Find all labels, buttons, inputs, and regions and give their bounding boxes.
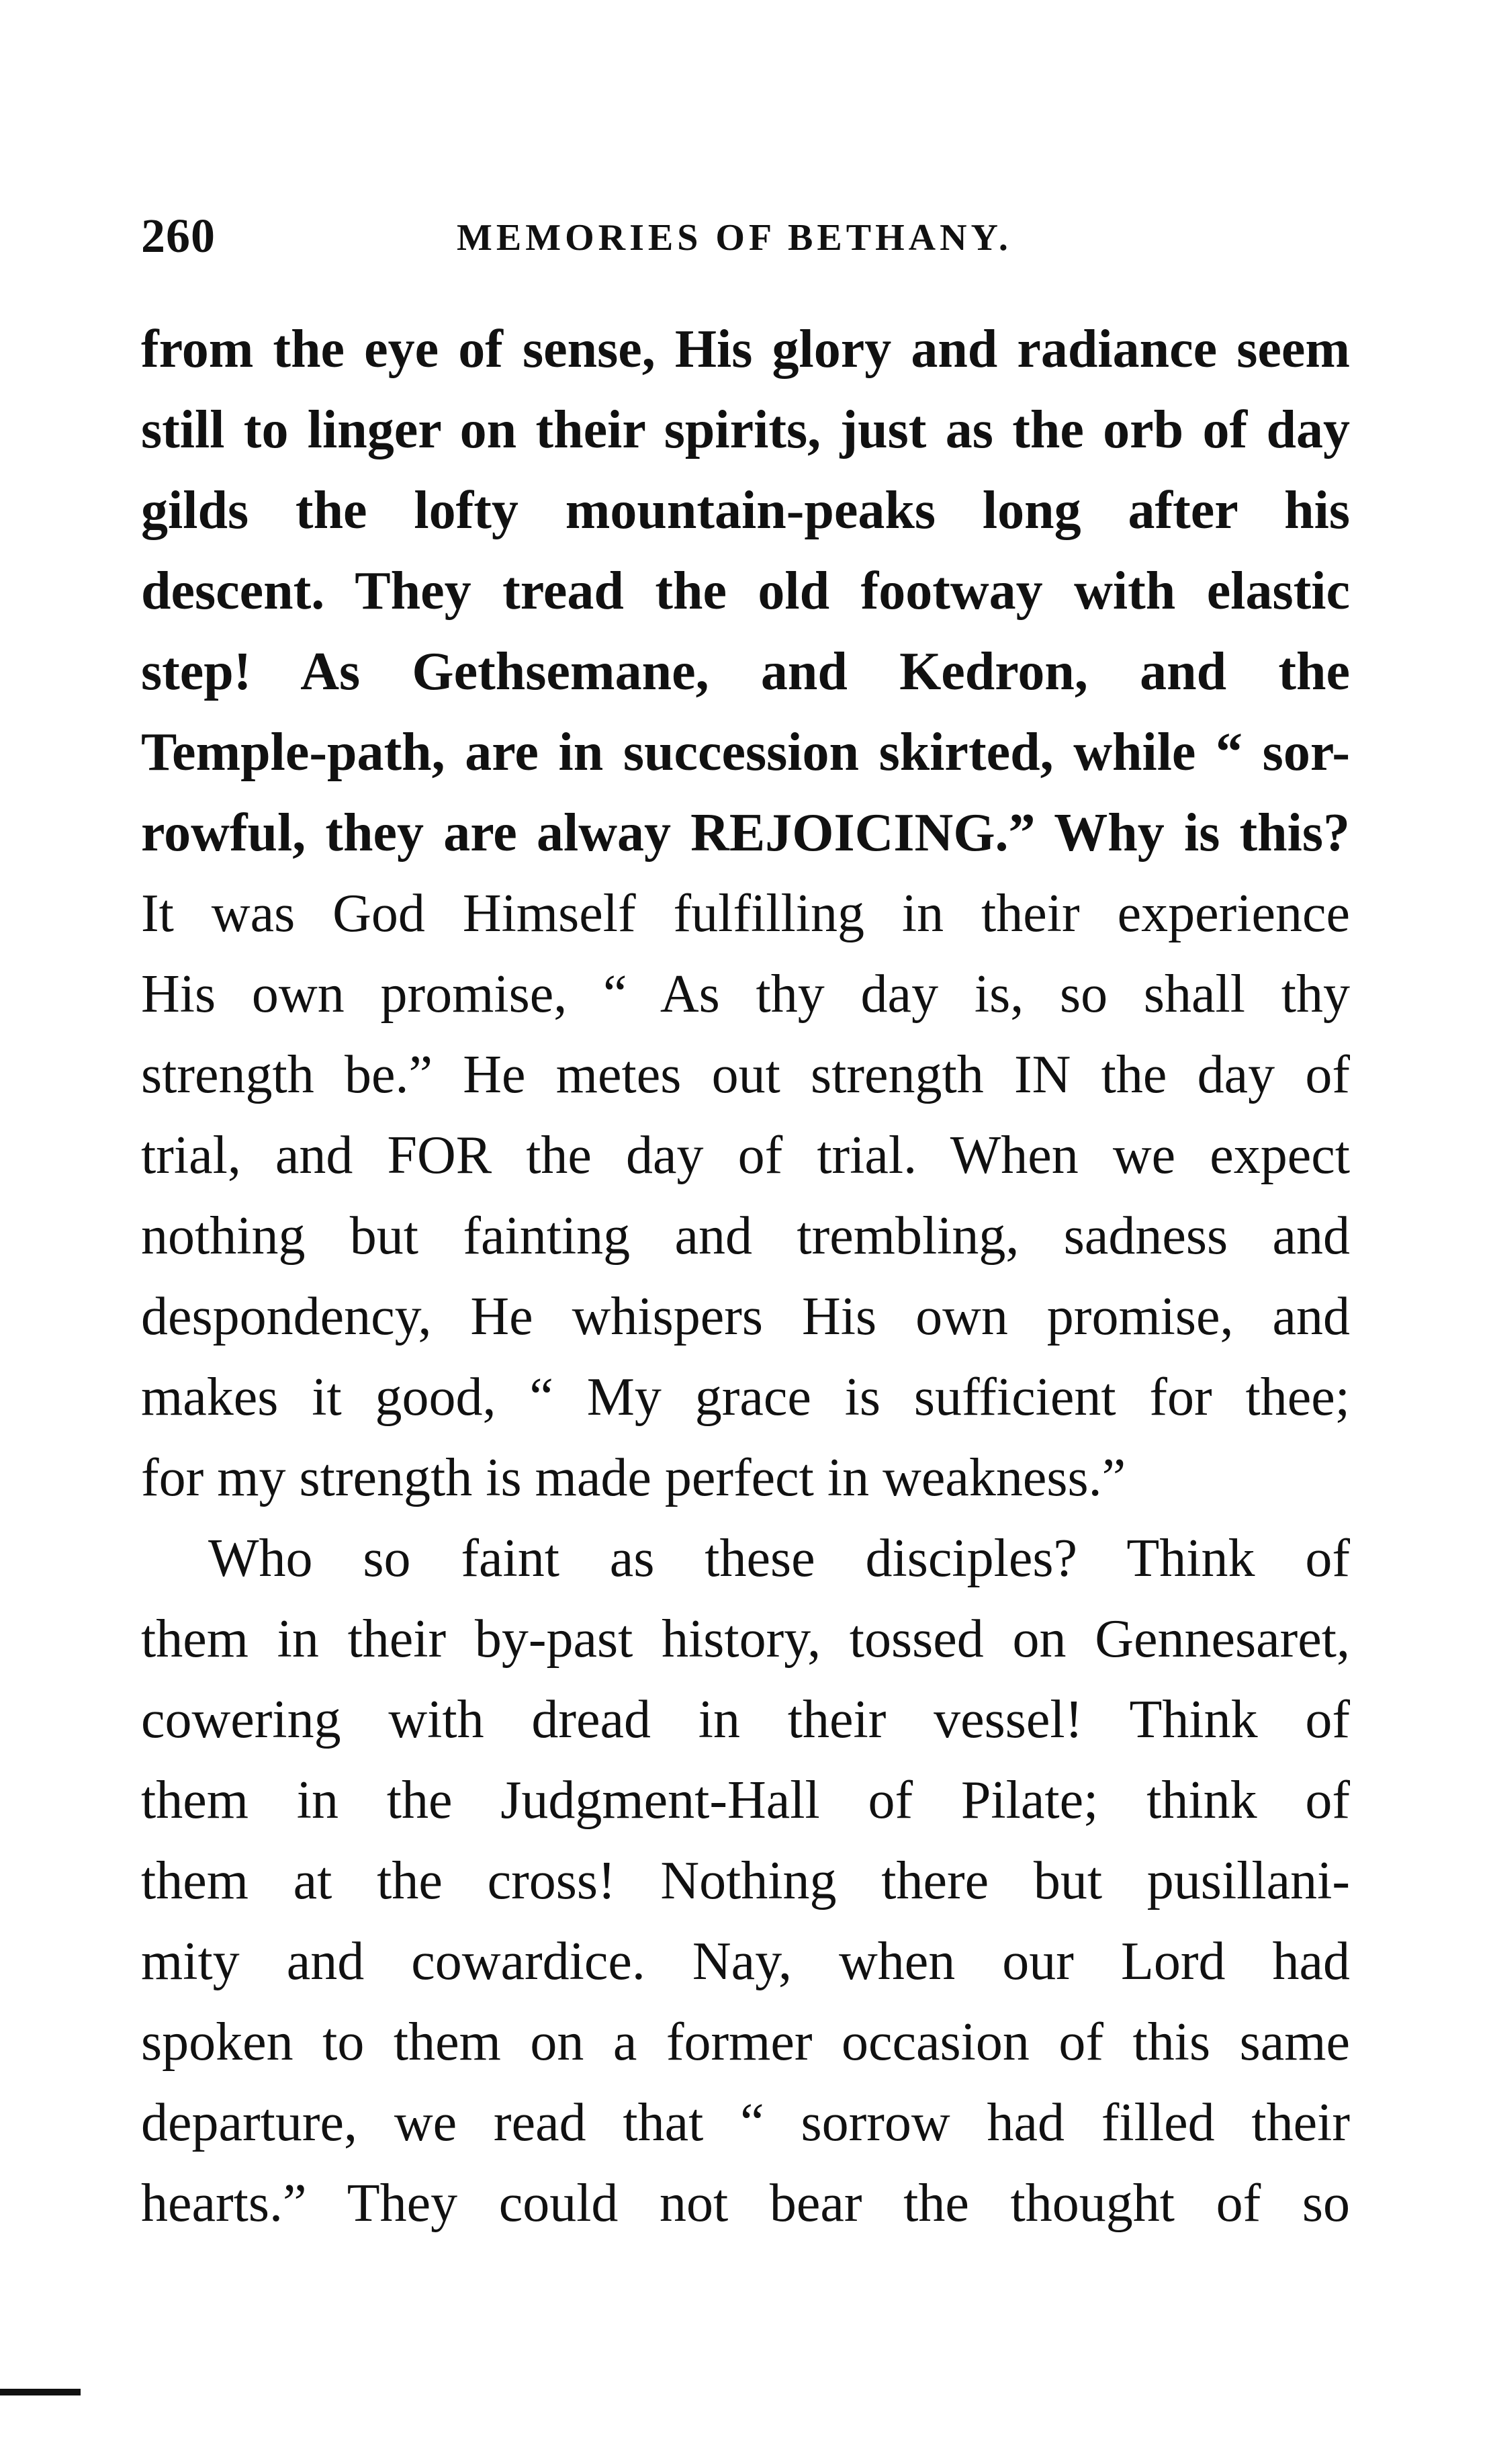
text-line: strength be.” He metes out strength IN the day of — [141, 1045, 1350, 1104]
running-title: MEMORIES OF BETHANY. — [457, 217, 1012, 259]
text-line: hearts.” They could not bear the thought of so — [141, 2174, 1350, 2233]
text-line: for my strength is made perfect in weakness.” — [141, 1448, 1126, 1507]
text-line: still to linger on their spirits, just as the orb of day — [141, 400, 1350, 459]
text-line: gilds the lofty mountain-peaks long after his — [141, 481, 1350, 540]
text-line: despondency, He whispers His own promise, and — [141, 1287, 1350, 1346]
text-line: spoken to them on a former occasion of this same — [141, 2013, 1350, 2072]
text-line: His own promise, “ As thy day is, so shall thy — [141, 965, 1350, 1024]
text-line: trial, and FOR the day of trial. When we expect — [141, 1126, 1350, 1185]
page-number: 260 — [141, 209, 216, 263]
text-line: It was God Himself fulfilling in their experience — [141, 884, 1350, 943]
text-line: rowful, they are alway REJOICING.” Why is this? — [141, 803, 1350, 863]
text-line: them at the cross! Nothing there but pusillani- — [141, 1851, 1350, 1910]
text-line: cowering with dread in their vessel! Think of — [141, 1690, 1350, 1749]
text-line: nothing but fainting and trembling, sadness and — [141, 1206, 1350, 1266]
text-line: step! As Gethsemane, and Kedron, and the — [141, 642, 1350, 701]
body-text — [141, 309, 1350, 2244]
text-line: departure, we read that “ sorrow had filled their — [141, 2093, 1350, 2152]
text-line: from the eye of sense, His glory and radiance seem — [141, 320, 1350, 379]
text-line: them in the Judgment-Hall of Pilate; think of — [141, 1771, 1350, 1830]
scan-edge-mark — [0, 2389, 81, 2395]
text-line: mity and cowardice. Nay, when our Lord had — [141, 1932, 1350, 1991]
text-line: Who so faint as these disciples? Think of — [208, 1529, 1350, 1588]
text-line: descent. They tread the old footway with elastic — [141, 562, 1350, 621]
running-head — [141, 208, 1350, 262]
text-line: them in their by-past history, tossed on Gennesaret, — [141, 1610, 1350, 1669]
text-line: Temple-path, are in succession skirted, while “ sor- — [141, 723, 1350, 782]
text-line: makes it good, “ My grace is sufficient for thee; — [141, 1368, 1350, 1427]
